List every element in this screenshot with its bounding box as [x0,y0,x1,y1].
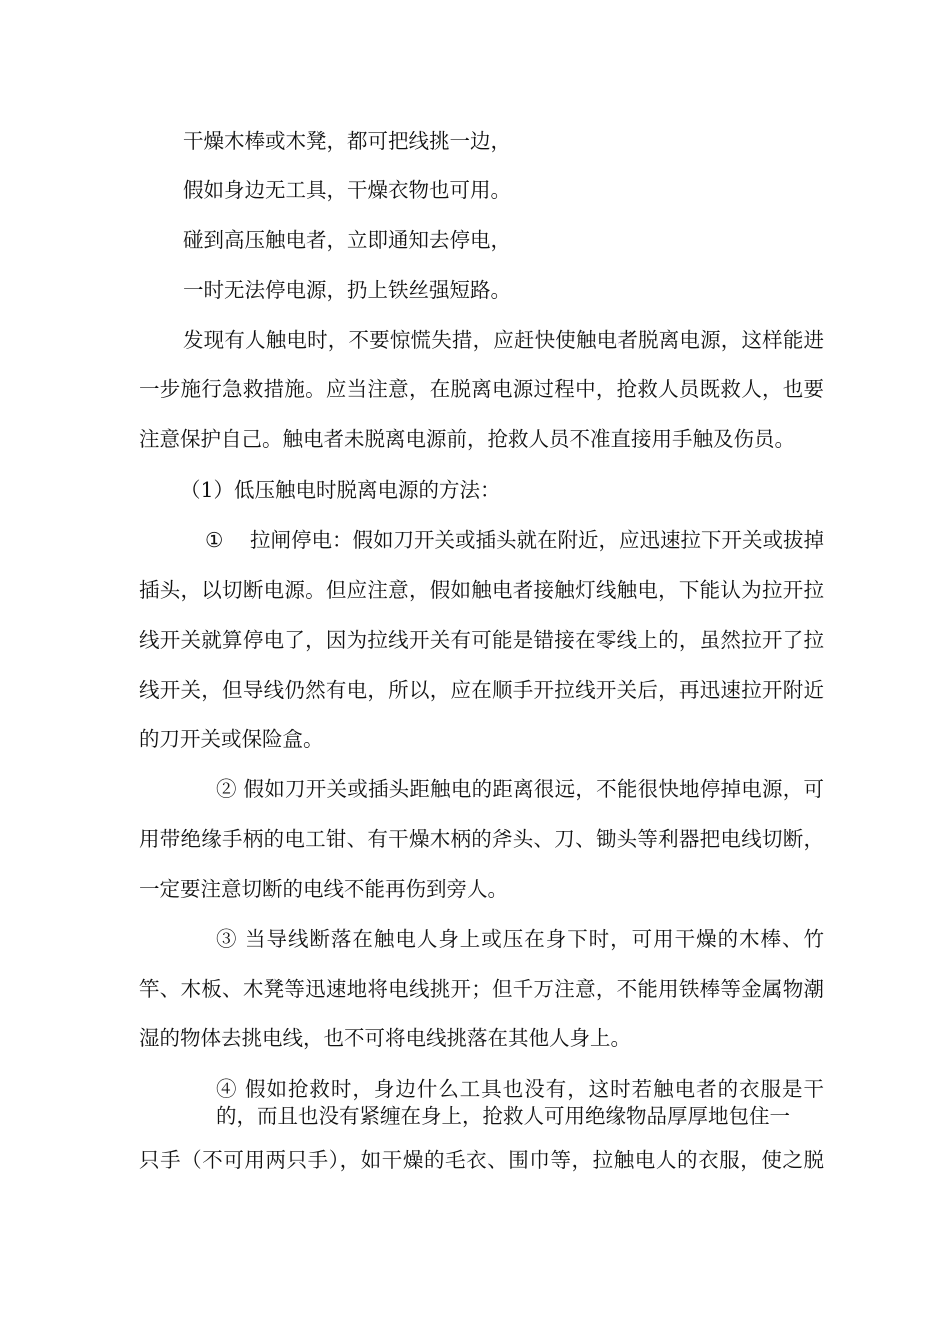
section-heading: （1）低压触电时脱离电源的方法： [180,478,501,502]
paragraph-line: 线开关就算停电了，因为拉线开关有可能是错接在零线上的，虽然拉开了拉 [139,628,824,652]
paragraph-line: 只手（不可用两只手），如干燥的毛衣、围巾等，拉触电人的衣服，使之脱 [139,1148,824,1172]
paragraph-line: ③ 当导线断落在触电人身上或压在身下时，可用干燥的木棒、竹 [216,927,824,951]
paragraph-line: 注意保护自己。触电者未脱离电源前，抢救人员不准直接用手触及伤员。 [139,427,795,451]
poem-line: 一时无法停电源，扔上铁丝强短路。 [183,278,511,302]
paragraph-line: 用带绝缘手柄的电工钳、有干燥木柄的斧头、刀、锄头等利器把电线切断， [139,827,824,851]
paragraph-line: ④ 假如抢救时，身边什么工具也没有，这时若触电者的衣服是干 [216,1077,824,1101]
paragraph-line: ② 假如刀开关或插头距触电的距离很远，不能很快地停掉电源，可 [216,777,824,801]
paragraph-line: 竿、木板、木凳等迅速地将电线挑开；但千万注意，不能用铁棒等金属物潮 [139,977,824,1001]
paragraph-line: 一步施行急救措施。应当注意，在脱离电源过程中，抢救人员既救人，也要 [139,377,824,401]
poem-line: 假如身边无工具，干燥衣物也可用。 [183,178,511,202]
paragraph-line: 一定要注意切断的电线不能再伤到旁人。 [139,877,508,901]
paragraph-line: 发现有人触电时，不要惊慌失措，应赶快使触电者脱离电源，这样能进 [183,328,824,352]
paragraph-line: 的刀开关或保险盒。 [139,727,324,751]
paragraph-line: 线开关，但导线仍然有电，所以，应在顺手开拉线开关后，再迅速拉开附近 [139,678,824,702]
item-marker: ① [205,528,224,552]
paragraph-line: 的，而且也没有紧缠在身上，抢救人可用绝缘物品厚厚地包住一 [216,1104,790,1128]
paragraph-line: 插头，以切断电源。但应注意，假如触电者接触灯线触电，下能认为拉开拉 [139,578,824,602]
paragraph-line: 拉闸停电：假如刀开关或插头就在附近，应迅速拉下开关或拔掉 [250,528,824,552]
poem-line: 碰到高压触电者，立即通知去停电， [183,228,511,252]
paragraph-line: 湿的物体去挑电线，也不可将电线挑落在其他人身上。 [139,1026,631,1050]
poem-line: 干燥木棒或木凳，都可把线挑一边， [183,129,511,153]
